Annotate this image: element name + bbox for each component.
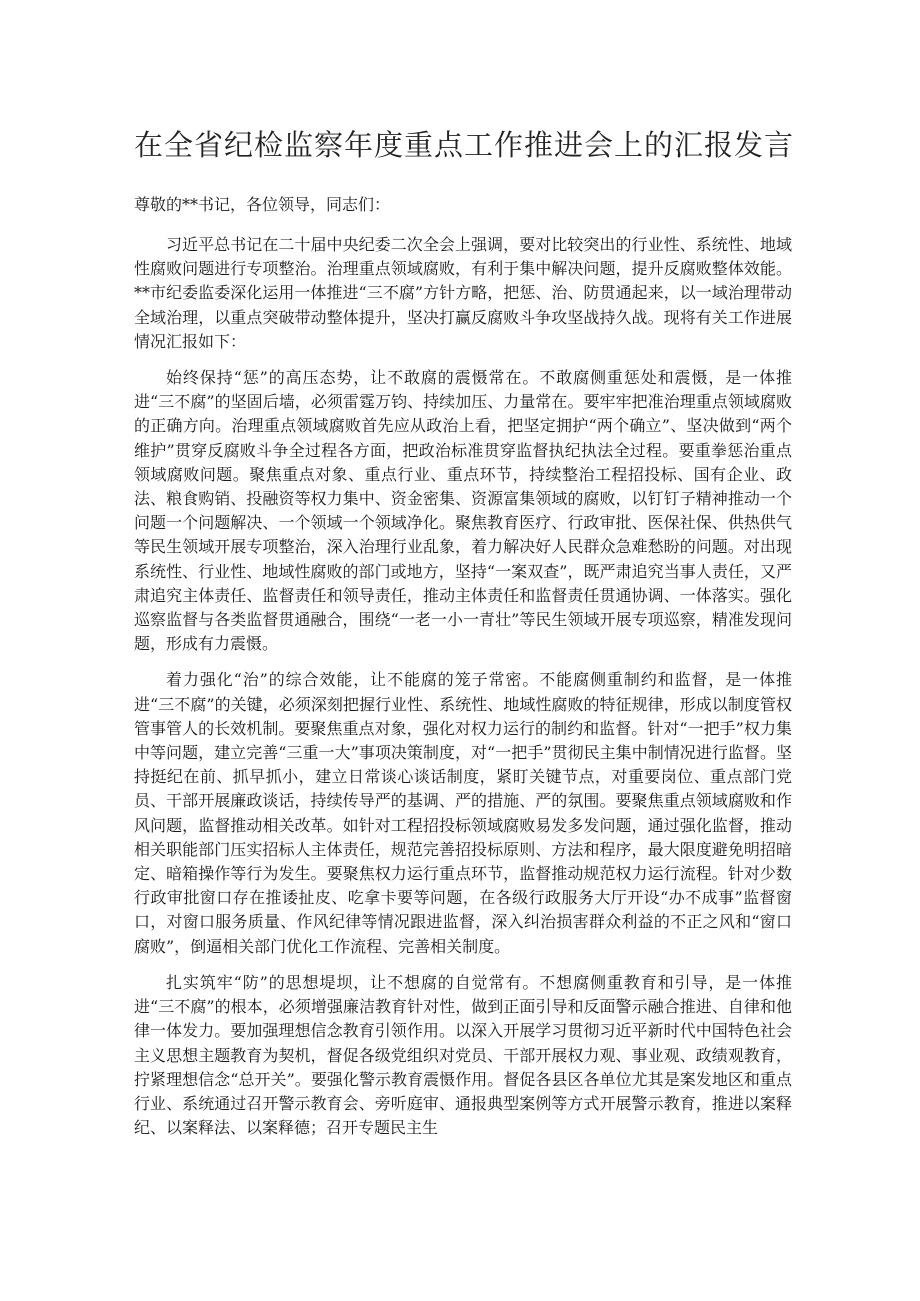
paragraph-prevent: 扎实筑牢“防”的思想堤坝，让不想腐的自觉常有。不想腐侧重教育和引导，是一体推进“三不腐”的根本，必须增强廉洁教育针对性，做到正面引导和反面警示融合推进、自律和他律一体发力。要加强理想信念教育引领作用。以深入开展学习贯彻习近平新时代中国特色社会主义思想主题教育为契机，督促各级党组织对党员、干部开展权力观、事业观、政绩观教育，拧紧理想信念“总开关”。要强化警示教育震慑作用。督促各县区各单位尤其是案发地区和重点行业、系统通过召开警示教育会、旁听庭审、通报典型案例等方式开展警示教育，推进以案释纪、以案释法、以案释德；召开专题民主生	[134, 972, 792, 1138]
paragraph-intro: 习近平总书记在二十届中央纪委二次全会上强调，要对比较突出的行业性、系统性、地域性腐败问题进行专项整治。治理重点领域腐败，有利于集中解决问题，提升反腐败整体效能。**市纪委监委深化运用一体推进“三不腐”方针方略，把惩、治、防贯通起来，以一域治理带动全域治理，以重点突破带动整体提升，坚决打赢反腐败斗争攻坚战持久战。现将有关工作进展情况汇报如下：	[134, 235, 792, 351]
salutation: 尊敬的**书记，各位领导，同志们：	[134, 195, 391, 214]
paragraph-punish: 始终保持“惩”的高压态势，让不敢腐的震慑常在。不敢腐侧重惩处和震慑，是一体推进“三不腐”的坚固后墙，必须雷霆万钧、持续加压、力量常在。要牢牢把准治理重点领域腐败的正确方向。治理重点领域腐败首先应从政治上看，把坚定拥护“两个确立”、坚决做到“两个维护”贯穿反腐败斗争全过程各方面，把政治标准贯穿监督执纪执法全过程。要重拳惩治重点领域腐败问题。聚焦重点对象、重点行业、重点环节，持续整治工程招投标、国有企业、政法、粮食购销、投融资等权力集中、资金密集、资源富集领域的腐败，以钉钉子精神推动一个问题一个问题解决、一个领域一个领域净化。聚焦教育医疗、行政审批、医保社保、供热供气等民生领域开展专项整治，深入治理行业乱象，着力解决好人民群众急难愁盼的问题。对出现系统性、行业性、地域性腐败的部门或地方，坚持“一案双查”，既严肃追究当事人责任，又严肃追究主体责任、监督责任和领导责任，推动主体责任和监督责任贯通协调、一体落实。强化巡察监督与各类监督贯通融合，围绕“一老一小一青壮”等民生领域开展专项巡察，精准发现问题，形成有力震慑。	[134, 368, 792, 654]
paragraph-govern: 着力强化“治”的综合效能，让不能腐的笼子常密。不能腐侧重制约和监督，是一体推进“三不腐”的关键，必须深刻把握行业性、系统性、地域性腐败的特征规律，形成以制度管权管事管人的长效机制。要聚焦重点对象，强化对权力运行的制约和监督。针对“一把手”权力集中等问题，建立完善“三重一大”事项决策制度，对“一把手”贯彻民主集中制情况进行监督。坚持挺纪在前、抓早抓小，建立日常谈心谈话制度，紧盯关键节点，对重要岗位、重点部门党员、干部开展廉政谈话，持续传导严的基调、严的措施、严的氛围。要聚焦重点领域腐败和作风问题，监督推动相关改革。如针对工程招投标领域腐败易发多发问题，通过强化监督，推动相关职能部门压实招标人主体责任，规范完善招投标原则、方法和程序，最大限度避免明招暗定、暗箱操作等行为发生。要聚焦权力运行重点环节，监督推动规范权力运行流程。针对少数行政审批窗口存在推诿扯皮、吃拿卡要等问题，在各级行政服务大厅开设“办不成事”监督窗口，对窗口服务质量、作风纪律等情况跟进监督，深入纠治损害群众利益的不正之风和“窗口腐败”，倒逼相关部门优化工作流程、完善相关制度。	[134, 670, 792, 956]
page-title: 在全省纪检监察年度重点工作推进会上的汇报发言	[134, 128, 795, 162]
